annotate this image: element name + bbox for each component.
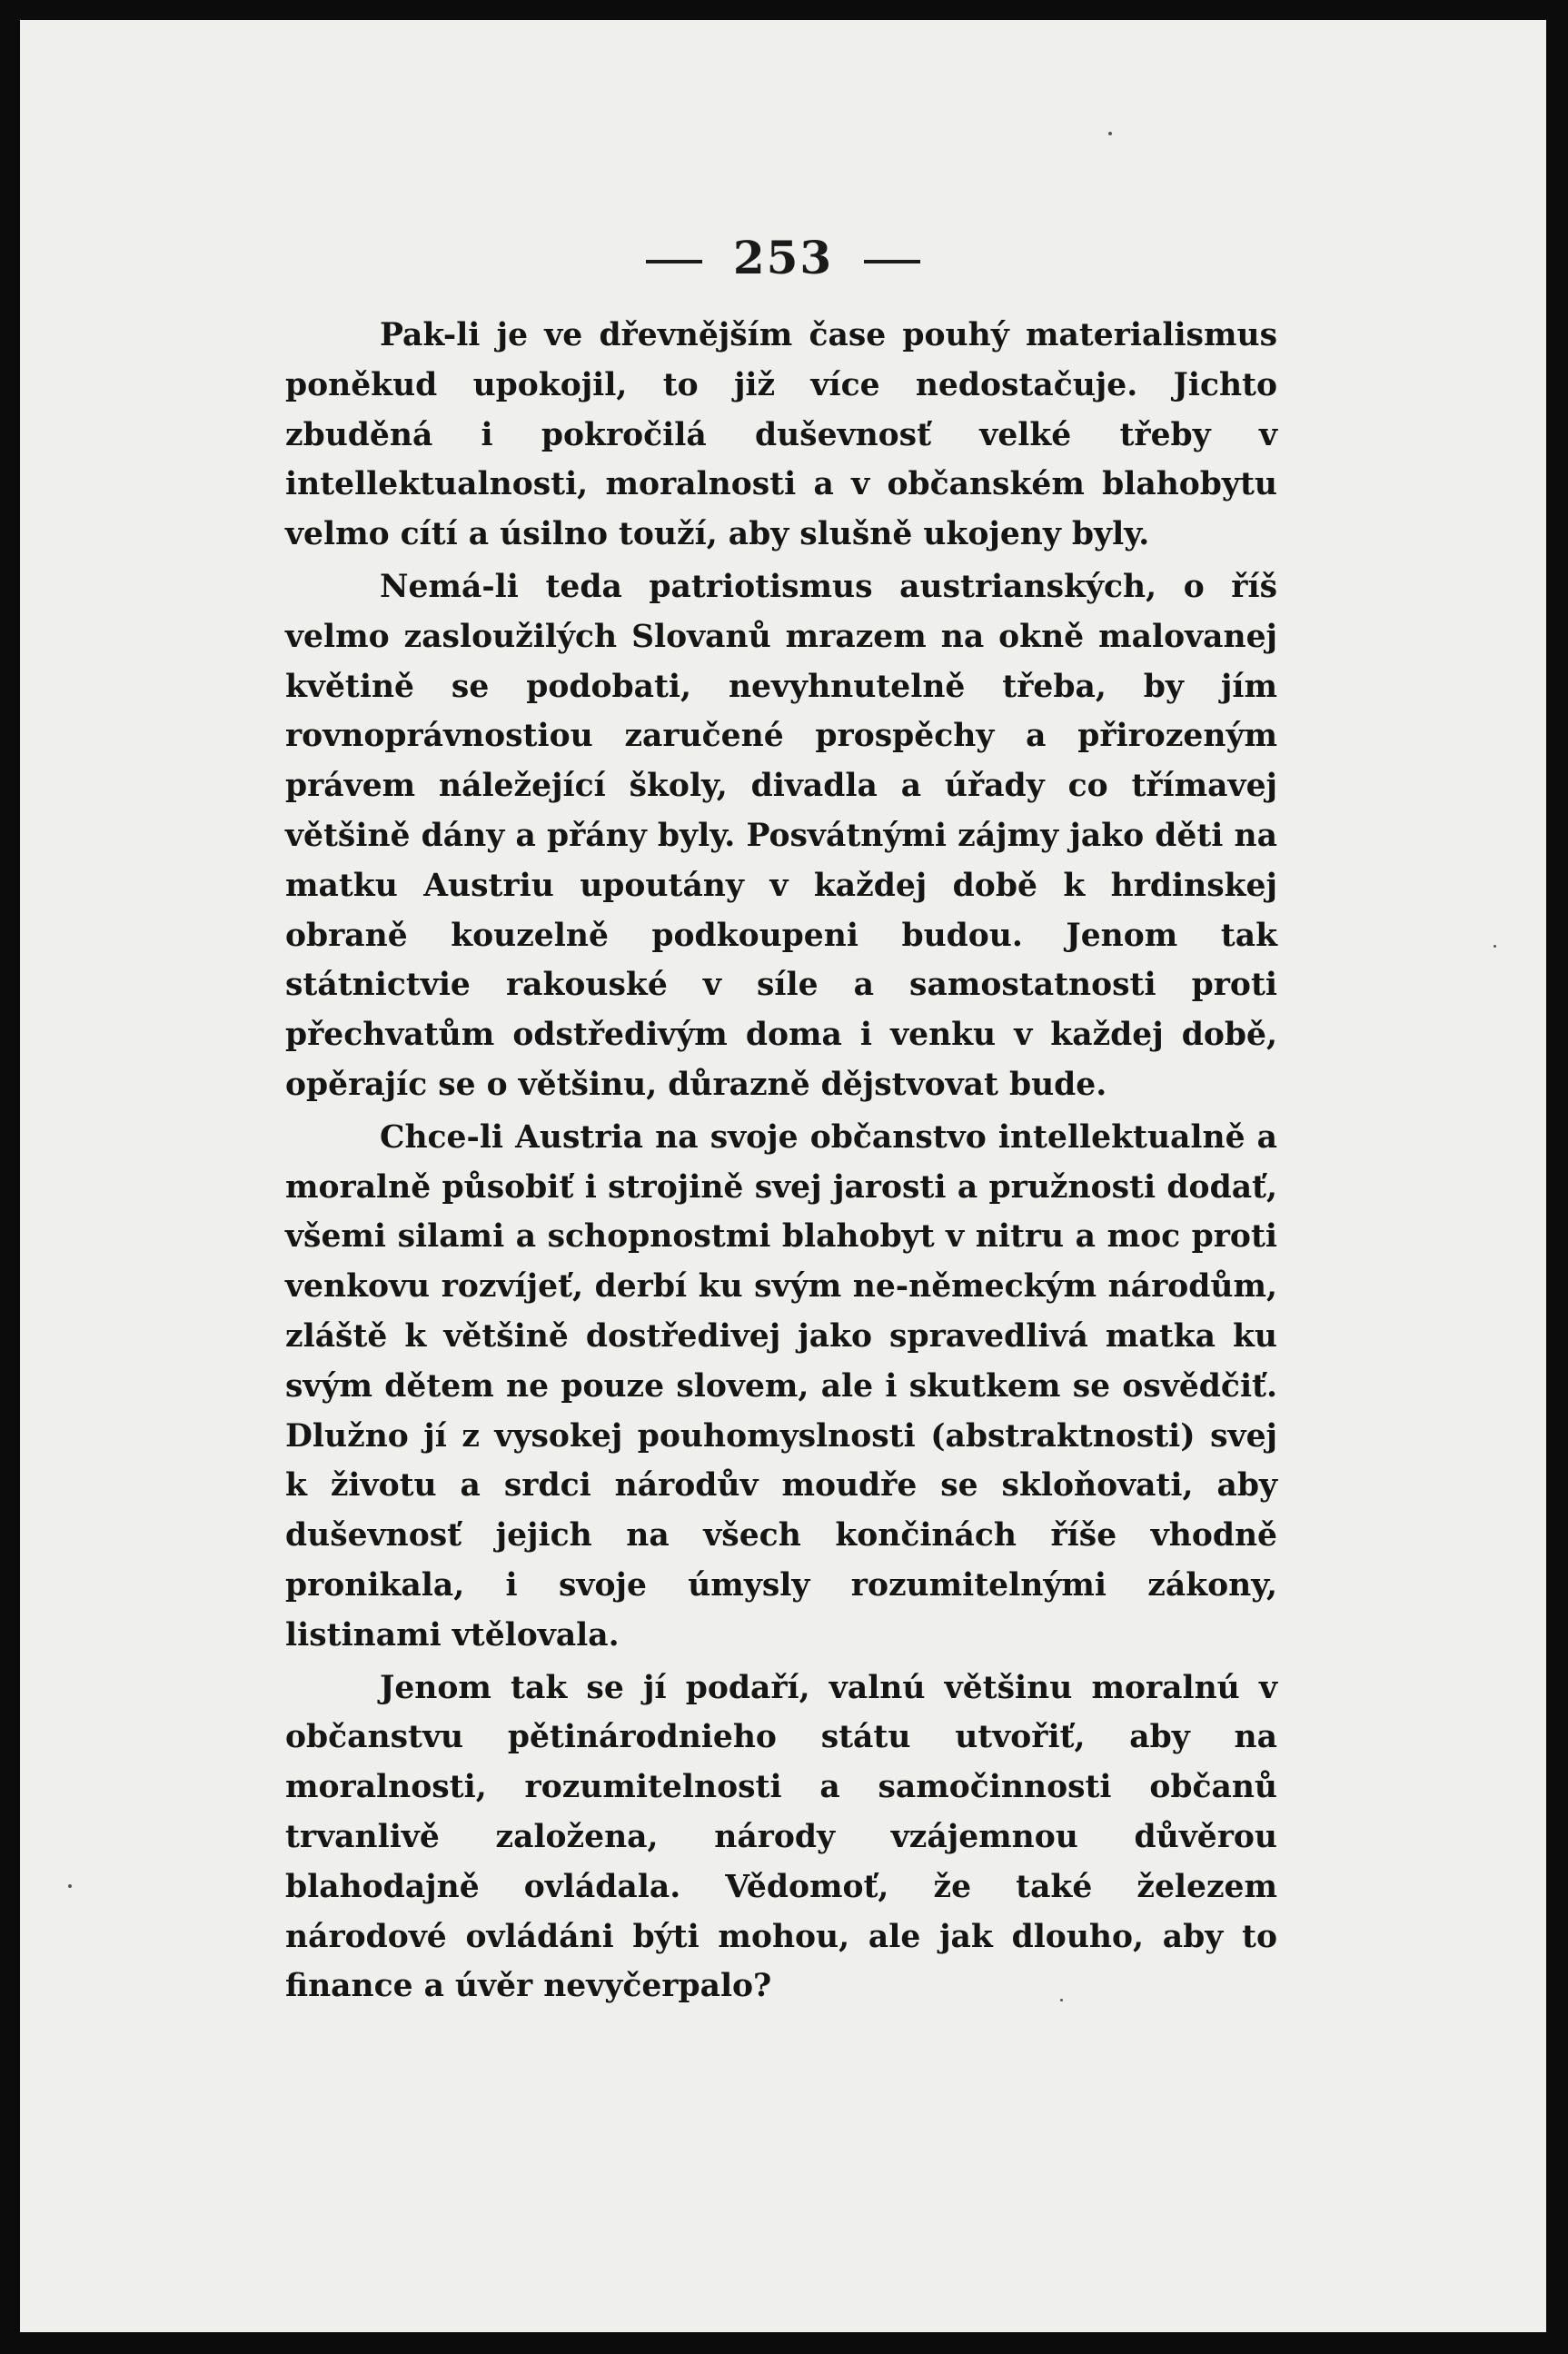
paper-speck [1494,945,1496,948]
paragraph: Chce-li Austria na svoje občanstvo intellektualně a moralně působiť i strojině svej jarosti a pružnosti dodať, všemi silami a schopnostmi blahobyt v nitru a moc proti venkovu rozvíjeť, derbí ku svým ne-německým národům, zláště k většině dostředivej jako spravedlivá matka ku svým dětem ne pouze slovem, ale i skutkem se osvědčiť. Dlužno jí z vysokej pouhomyslnosti (abstraktnosti) svej k životu a srdci národův moudře se skloňovati, aby duševnosť jejich na všech končinách říše vhodně pronikala, i svoje úmysly rozumitelnými zákony, listinami vtělovala. [285,1118,1277,1654]
paragraph: Jenom tak se jí podaří, valnú většinu moralnú v občanstvu pětinárodnieho státu utvořiť, aby na moralnosti, rozumitelnosti a samočinnosti občanů trvanlivě založena, národy vzájemnou důvěrou blahodajně ovládala. Vědomoť, že také železem národové ovládáni býti mohou, ale jak dlouho, aby to finance a úvěr nevyčerpalo? [285,1669,1277,2005]
paper-speck [1108,132,1112,135]
header-dash-left [646,260,702,263]
header-dash-right [864,260,920,263]
page-header [20,231,1546,284]
paper-speck [1060,1999,1063,2001]
paper-speck [68,1884,72,1888]
page-number: 253 [732,231,834,284]
book-page [20,20,1546,2332]
paragraph: Nemá-li teda patriotismus austrianských, o říš velmo zasloužilých Slovanů mrazem na okně malovanej květině se podobati, nevyhnutelně třeba, by jím rovnoprávnostiou zaručené prospěchy a přirozeným právem náležející školy, divadla a úřady co třímavej většině dány a přány byly. Posvátnými zájmy jako děti na matku Austriu upoutány v každej době k hrdinskej obraně kouzelně podkoupeni budou. Jenom tak státnictvie rakouské v síle a samostatnosti proti přechvatům odstředivým doma i venku v každej době, opěrajíc se o většinu, důrazně dějstvovat bude. [285,568,1277,1103]
paragraph: Pak-li je ve dřevnějším čase pouhý materialismus poněkud upokojil, to již více nedostačuje. Jichto zbuděná i pokročilá duševnosť velké třeby v intellektualnosti, moralnosti a v občanském blahobytu velmo cítí a úsilno touží, aby slušně ukojeny byly. [285,317,1277,553]
body-text [285,311,1277,2011]
